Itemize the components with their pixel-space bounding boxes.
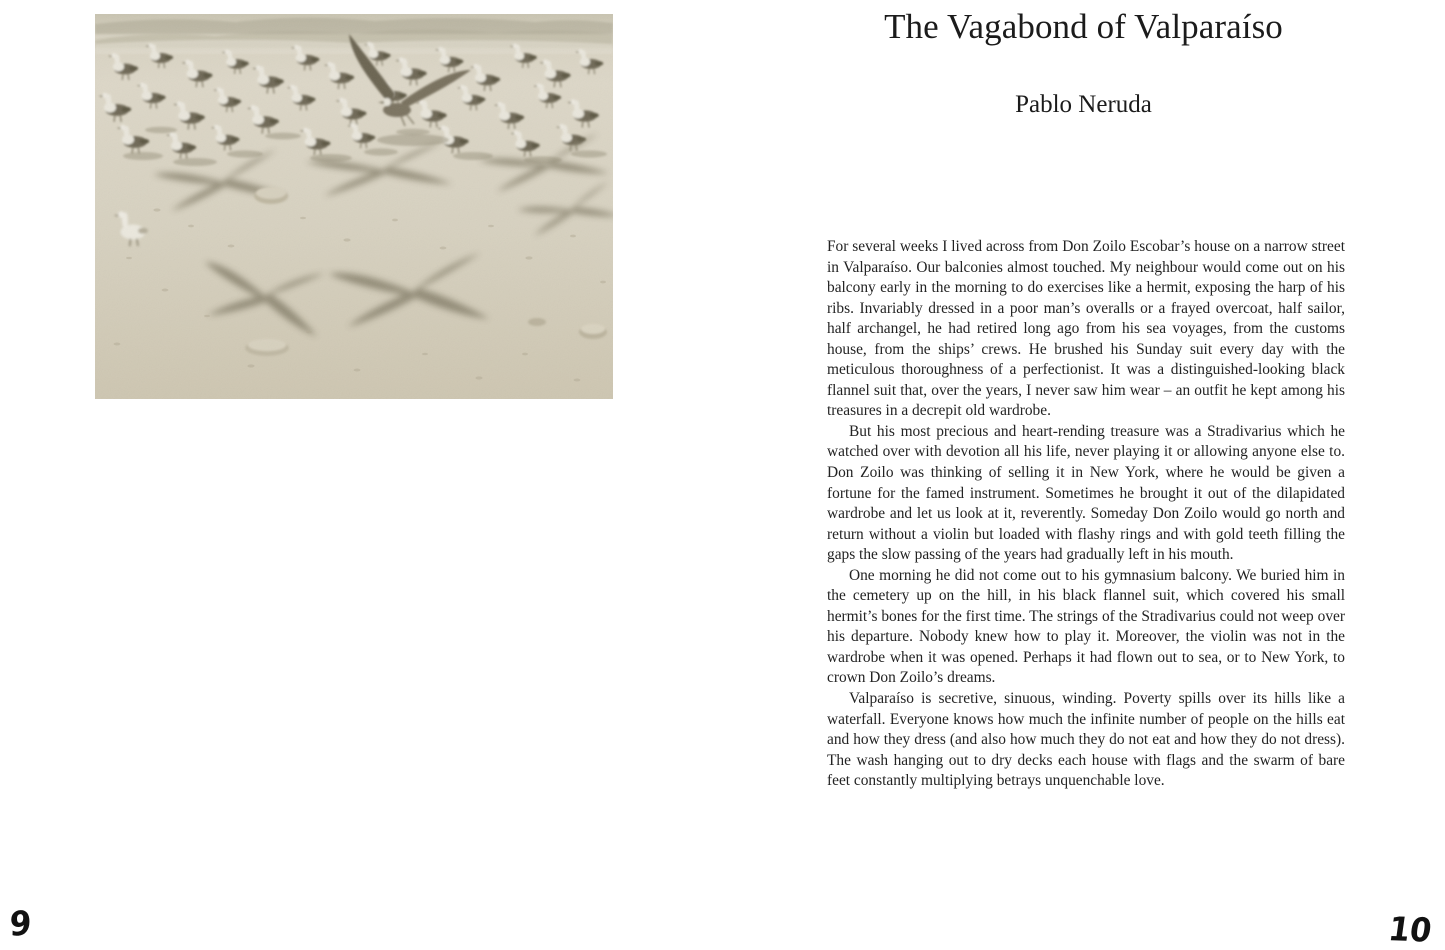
paragraph: For several weeks I lived across from Don Zoilo Escobar’s house on a narrow street in Valparaíso. Our balconies almost touched. My neighbour would come out on his balcony early in the morning to do exercises like a hermit, exposing the harp of his ribs. Invariably dressed in a poor man’s overalls or a frayed overcoat, half sailor, half archangel, he had retired long ago from his sea voyages, from the customs house, from the ships’ crews. He brushed his Sunday suit every day with the meticulous thoroughness of a perfectionist. It was a distinguished-looking black flannel suit that, over the years, I never saw him wear – an outfit he kept among his treasures in a decrepit old wardrobe.	[827, 238, 1345, 420]
page-title: The Vagabond of Valparaíso	[884, 7, 1283, 46]
paragraph: But his most precious and heart-rending treasure was a Stradivarius which he watched over with devotion all his life, never playing it or allowing anyone else to. Don Zoilo was thinking of selling it in New York, where he would be given a fortune for the famed instrument. Sometimes he brought it out of the dilapidated wardrobe and let us look at it, reverently. Someday Don Zoilo would go north and return without a violin but loaded with flashy rings and with gold teeth filling the gaps the slow passing of the years had gradually left in his mouth.	[827, 422, 1345, 564]
right-page	[722, 0, 1445, 950]
folio-left: 9	[9, 904, 32, 945]
paragraph: One morning he did not come out to his gymnasium balcony. We buried him in the cemetery up on the hill, in his black flannel suit, which covered his small hermit’s bones for the first time. The strings of the Stradivarius could not weep over his departure. Nobody knew how to play it. Moreover, the violin was not in the wardrobe when it was opened. Perhaps it had flown out to sea, or to New York, to crown Don Zoilo’s dreams.	[827, 566, 1345, 687]
left-page	[0, 0, 722, 950]
paragraph: Valparaíso is secretive, sinuous, winding. Poverty spills over its hills like a waterfall. Everyone knows how much the infinite number of people on the hills eat and how they dress (and also how much they do not eat and how they do not dress). The wash hanging out to dry decks each house with flags and the swarm of bare feet constantly multiplying betrays unquenchable love.	[827, 690, 1345, 790]
body-text	[827, 237, 1345, 792]
seagull-photograph-artwork	[95, 14, 613, 399]
author-name: Pablo Neruda	[1015, 91, 1152, 118]
seagull-photograph	[95, 14, 613, 399]
folio-right: 10	[1386, 910, 1435, 950]
